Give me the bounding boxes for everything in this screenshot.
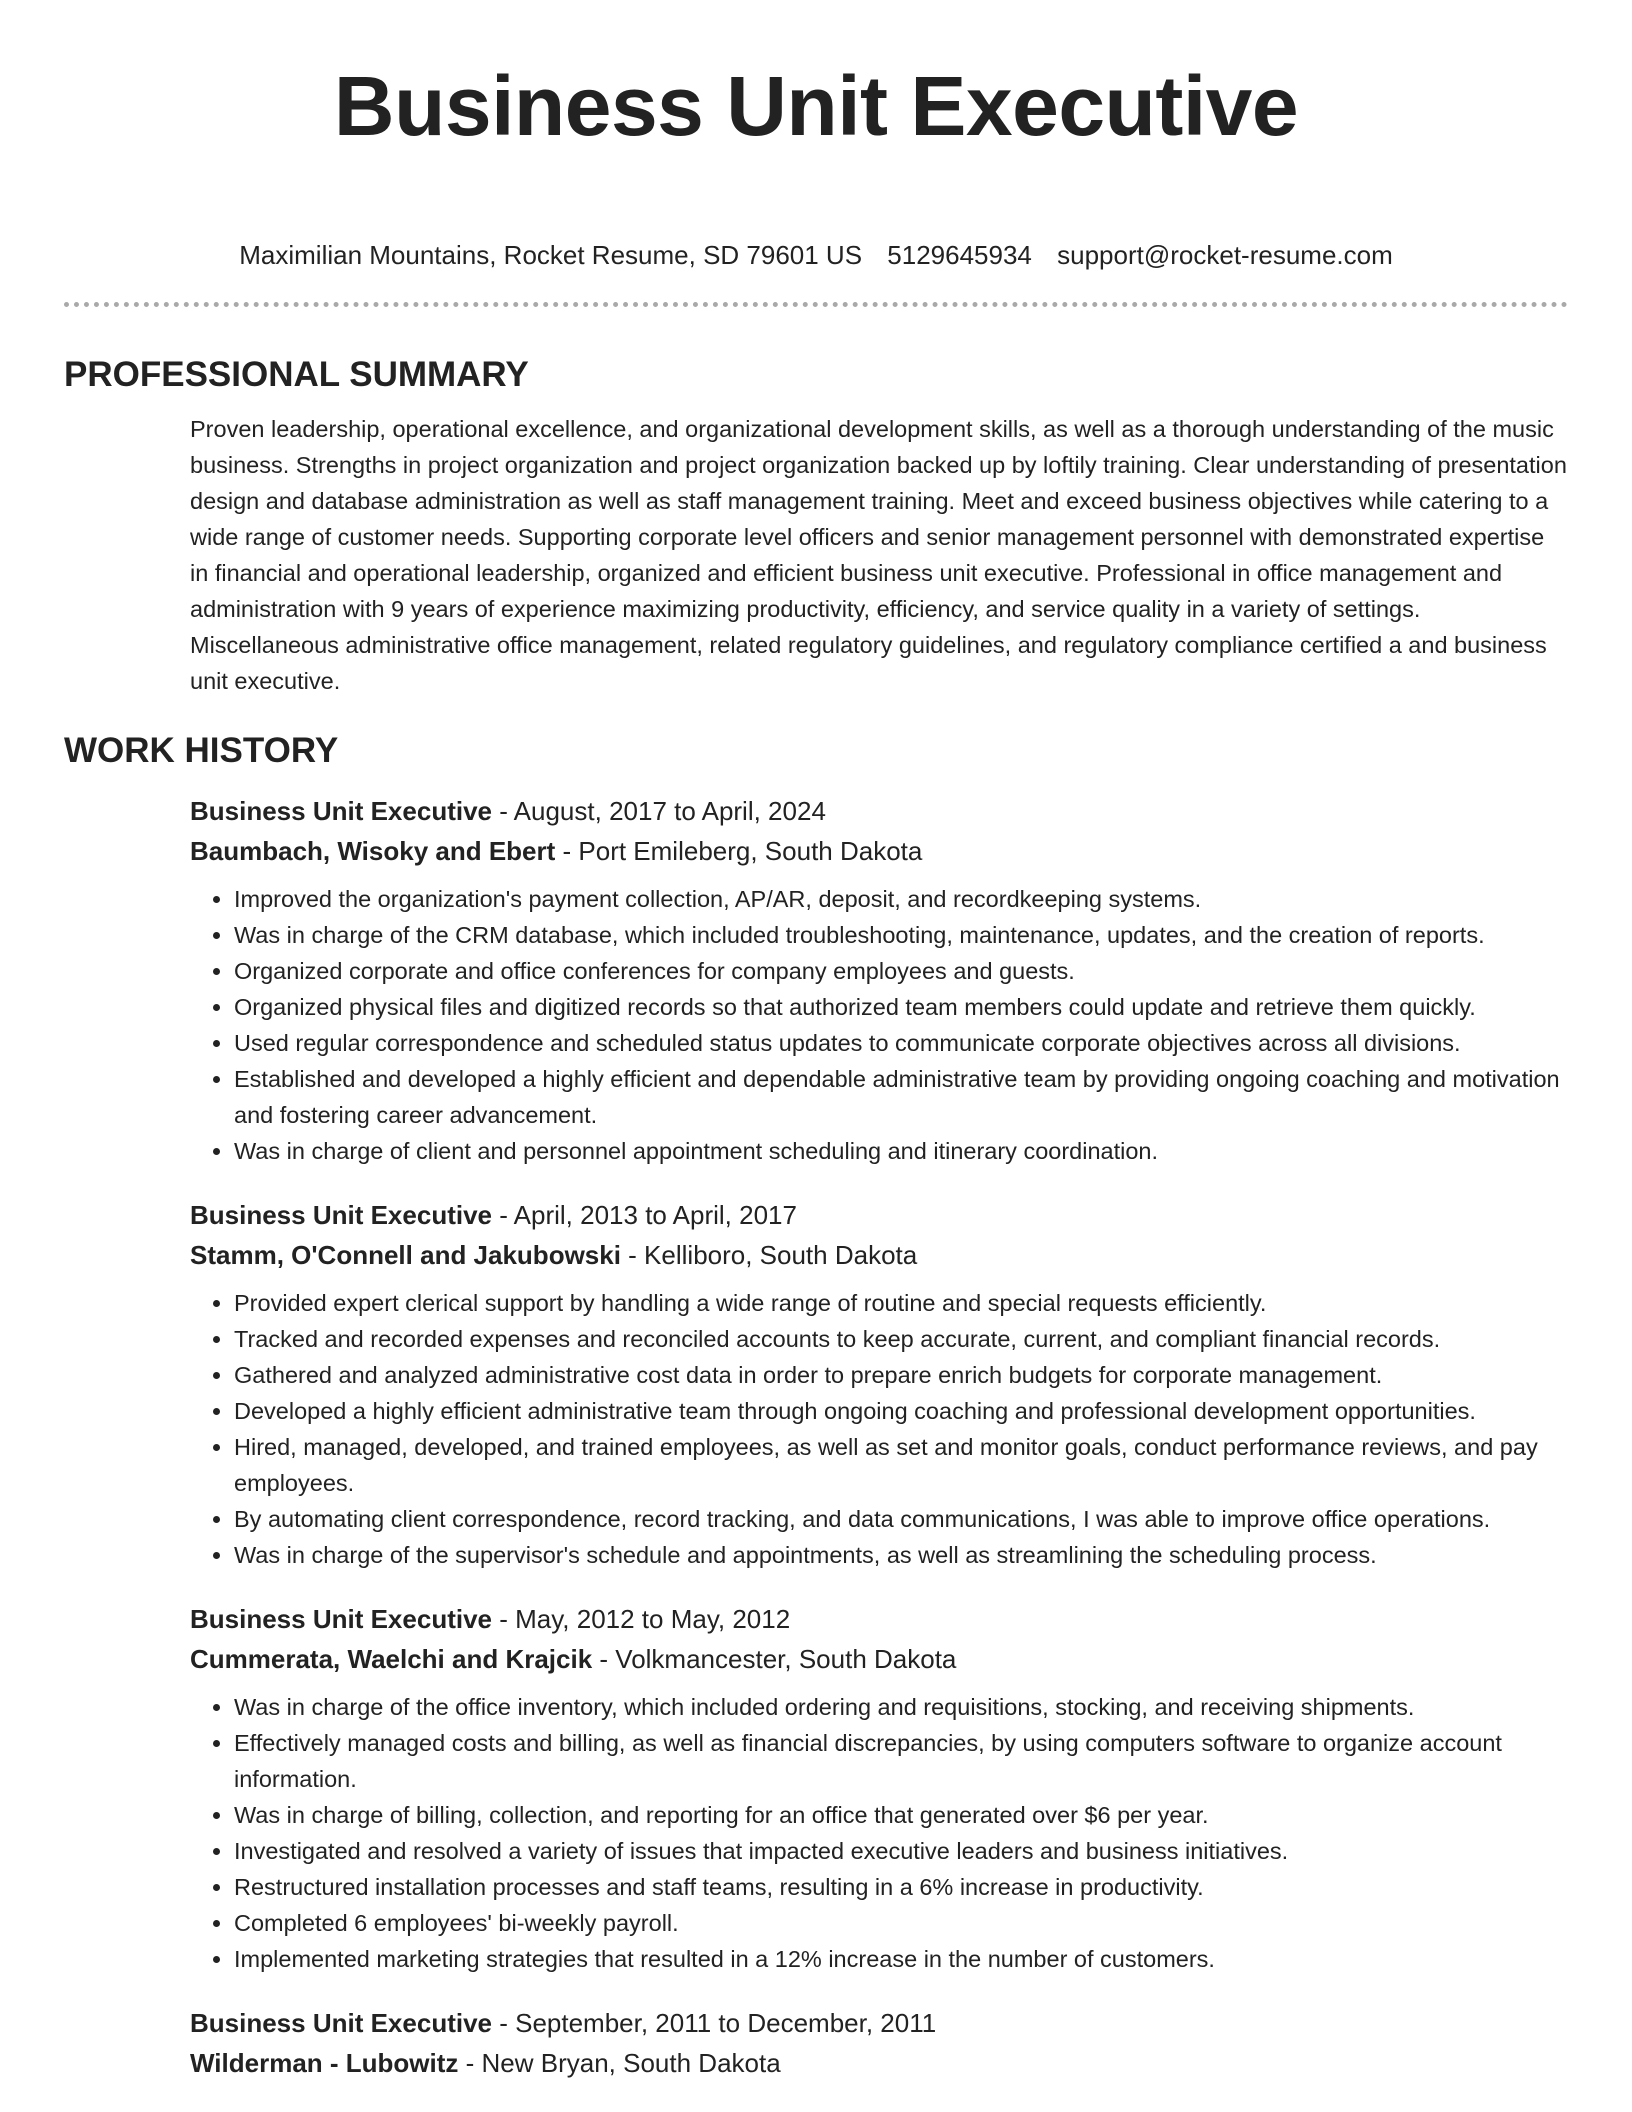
job-bullet: • Was in charge of client and personnel appointment scheduling and itinerary coordination.	[234, 1133, 1568, 1169]
job-role-line	[190, 1599, 1568, 1639]
job-location: - New Bryan, South Dakota	[458, 2048, 781, 2078]
job-location: - Kelliboro, South Dakota	[620, 1240, 918, 1270]
job-company-line	[190, 2043, 1568, 2083]
job-role: Business Unit Executive	[190, 2008, 492, 2038]
job-bullets	[190, 881, 1568, 1169]
job-dates: - April, 2013 to April, 2017	[492, 1200, 797, 1230]
job-bullet: • Implemented marketing strategies that resulted in a 12% increase in the number of customers.	[234, 1941, 1568, 1977]
job-dates: - August, 2017 to April, 2024	[492, 796, 826, 826]
job-bullet: • Gathered and analyzed administrative cost data in order to prepare enrich budgets for corporate management.	[234, 1357, 1568, 1393]
job-role: Business Unit Executive	[190, 1200, 492, 1230]
job-dates: - September, 2011 to December, 2011	[492, 2008, 937, 2038]
job-bullet: • Was in charge of the office inventory, which included ordering and requisitions, stocking, and receiving shipments.	[234, 1689, 1568, 1725]
job-role-line	[190, 1195, 1568, 1235]
job-bullet: • Provided expert clerical support by handling a wide range of routine and special requests efficiently.	[234, 1285, 1568, 1321]
job-company: Wilderman - Lubowitz	[190, 2048, 459, 2078]
job-company: Cummerata, Waelchi and Krajcik	[190, 1644, 593, 1674]
job-bullet: • Organized corporate and office conferences for company employees and guests.	[234, 953, 1568, 989]
job-bullet: • Was in charge of the CRM database, which included troubleshooting, maintenance, updates, and the creation of reports.	[234, 917, 1568, 953]
job-role: Business Unit Executive	[190, 796, 492, 826]
job-bullet: • Established and developed a highly efficient and dependable administrative team by providing ongoing coaching and motivation and fostering career advancement.	[234, 1061, 1568, 1133]
job-bullet: • Hired, managed, developed, and trained employees, as well as set and monitor goals, conduct performance reviews, and pay employees.	[234, 1429, 1568, 1501]
job-bullets	[190, 1285, 1568, 1573]
job-entry	[190, 2003, 1568, 2083]
job-bullet: • Effectively managed costs and billing, as well as financial discrepancies, by using computers software to organize account information.	[234, 1725, 1568, 1797]
job-role-line	[190, 791, 1568, 831]
job-company: Stamm, O'Connell and Jakubowski	[190, 1240, 621, 1270]
job-location: - Volkmancester, South Dakota	[592, 1644, 957, 1674]
job-role-line	[190, 2003, 1568, 2043]
summary-heading: PROFESSIONAL SUMMARY	[64, 355, 529, 394]
job-entry	[190, 791, 1568, 1169]
job-bullet: • Tracked and recorded expenses and reconciled accounts to keep accurate, current, and compliant financial records.	[234, 1321, 1568, 1357]
job-company-line	[190, 1235, 1568, 1275]
job-company-line	[190, 1639, 1568, 1679]
job-dates: - May, 2012 to May, 2012	[492, 1604, 791, 1634]
job-company-line	[190, 831, 1568, 871]
job-bullet: • Completed 6 employees' bi-weekly payroll.	[234, 1905, 1568, 1941]
work-history-heading: WORK HISTORY	[64, 731, 339, 770]
job-bullet: • Was in charge of the supervisor's schedule and appointments, as well as streamlining the scheduling process.	[234, 1537, 1568, 1573]
job-entry	[190, 1599, 1568, 1977]
job-company: Baumbach, Wisoky and Ebert	[190, 836, 556, 866]
job-bullet: • Organized physical files and digitized records so that authorized team members could update and retrieve them quickly.	[234, 989, 1568, 1025]
job-bullet: • By automating client correspondence, record tracking, and data communications, I was able to improve office operations.	[234, 1501, 1568, 1537]
job-bullet: • Was in charge of billing, collection, and reporting for an office that generated over $6 per year.	[234, 1797, 1568, 1833]
job-role: Business Unit Executive	[190, 1604, 492, 1634]
job-bullet: • Improved the organization's payment collection, AP/AR, deposit, and recordkeeping systems.	[234, 881, 1568, 917]
job-bullets	[190, 1689, 1568, 1977]
job-bullet: • Used regular correspondence and scheduled status updates to communicate corporate objectives across all divisions.	[234, 1025, 1568, 1061]
contact-line	[64, 232, 1568, 278]
contact-address: Maximilian Mountains, Rocket Resume, SD 79601 US	[239, 240, 863, 270]
contact-email: support@rocket-resume.com	[1057, 240, 1393, 270]
resume-name: Business Unit Executive	[333, 59, 1299, 153]
job-bullet: • Investigated and resolved a variety of issues that impacted executive leaders and business initiatives.	[234, 1833, 1568, 1869]
summary-text: Proven leadership, operational excellence, and organizational development skills, as well as a thorough understanding of the music business. Strengths in project organization and project organization backed up by loftily training. Clear understanding of presentation design and database administration as well as staff management training. Meet and exceed business objectives while catering to a wide range of customer needs. Supporting corporate level officers and senior management personnel with demonstrated expertise in financial and operational leadership, organized and efficient business unit executive. Professional in office management and administration with 9 years of experience maximizing productivity, efficiency, and service quality in a variety of settings. Miscellaneous administrative office management, related regulatory guidelines, and regulatory compliance certified a and business unit executive.	[190, 416, 1567, 694]
job-bullet: • Restructured installation processes and staff teams, resulting in a 6% increase in productivity.	[234, 1869, 1568, 1905]
job-bullet: • Developed a highly efficient administrative team through ongoing coaching and professional development opportunities.	[234, 1393, 1568, 1429]
job-location: - Port Emileberg, South Dakota	[555, 836, 923, 866]
job-entry	[190, 1195, 1568, 1573]
header-divider	[64, 302, 1568, 307]
resume-page	[64, 0, 1568, 2083]
contact-phone: 5129645934	[887, 240, 1032, 270]
